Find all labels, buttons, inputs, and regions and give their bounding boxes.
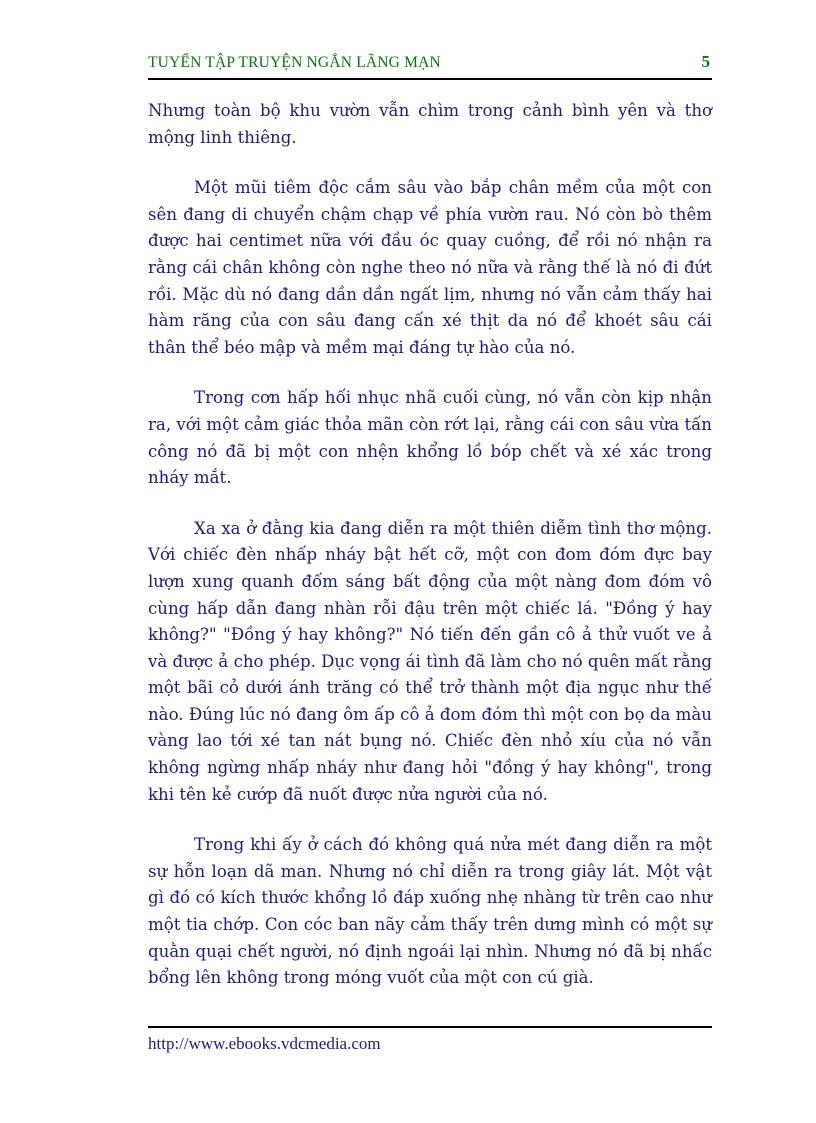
paragraph-3: Trong cơn hấp hối nhục nhã cuối cùng, nó vẫn còn kịp nhận ra, với một cảm giác thỏa mãn còn rớt lại, rằng cái con sâu vừa tấn công nó đã bị một con nhện khổng lồ bóp chết và xé xác trong nháy mắt. (148, 388, 712, 488)
footer-website-link[interactable]: http://www.ebooks.vdcmedia.com (148, 1034, 381, 1053)
page-number: 5 (701, 52, 710, 71)
paragraph-1: Nhưng toàn bộ khu vườn vẫn chìm trong cảnh bình yên và thơ mộng linh thiêng. (148, 101, 712, 147)
footer-divider (148, 1026, 712, 1028)
page-header (148, 52, 712, 80)
story-body (148, 98, 712, 1016)
paragraph-4: Xa xa ở đằng kia đang diễn ra một thiên diễm tình thơ mộng. Với chiếc đèn nhấp nháy bật hết cỡ, một con đom đóm đực bay lượn xung quanh đốm sáng bất động của một nàng đom đóm vô cùng hấp dẫn đang nhàn rỗi đậu trên một chiếc lá. "Đồng ý hay không?" "Đồng ý hay không?" Nó tiến đến gần cô ả thử vuốt ve ả và được ả cho phép. Dục vọng ái tình đã làm cho nó quên mất rằng một bãi cỏ dưới ánh trăng có thể trở thành một địa ngục như thế nào. Đúng lúc nó đang ôm ấp cô ả đom đóm thì một con bọ da màu vàng lao tới xé tan nát bụng nó. Chiếc đèn nhỏ xíu của nó vẫn không ngừng nhấp nháy như đang hỏi "đồng ý hay không", trong khi tên kẻ cướp đã nuốt được nửa người của nó. (148, 518, 713, 804)
paragraph-5: Trong khi ấy ở cách đó không quá nửa mét đang diễn ra một sự hỗn loạn dã man. Nhưng nó chỉ diễn ra trong giây lát. Một vật gì đó có kích thước khổng lồ đáp xuống nhẹ nhàng từ trên cao như một tia chớp. Con cóc ban nãy cảm thấy trên dưng mình có một sự quằn quại chết người, nó định ngoái lại nhìn. Nhưng nó đã bị nhấc bổng lên không trong móng vuốt của một con cú già. (148, 835, 712, 988)
book-title: TUYỂN TẬP TRUYỆN NGẮN LÃNG MẠN (148, 54, 441, 71)
paragraph-2: Một mũi tiêm độc cắm sâu vào bắp chân mềm của một con sên đang di chuyển chậm chạp về phía vườn rau. Nó còn bò thêm được hai centimet nữa với đầu óc quay cuồng, để rồi nó nhận ra rằng cái chân không còn nghe theo nó nữa và rằng thế là nó đi đứt rồi. Mặc dù nó đang dần dần ngất lịm, nhưng nó vẫn cảm thấy hai hàm răng của con sâu đang cấn xé thịt da nó để khoét sâu cái thân thể béo mập và mềm mại đáng tự hào của nó. (148, 178, 712, 357)
